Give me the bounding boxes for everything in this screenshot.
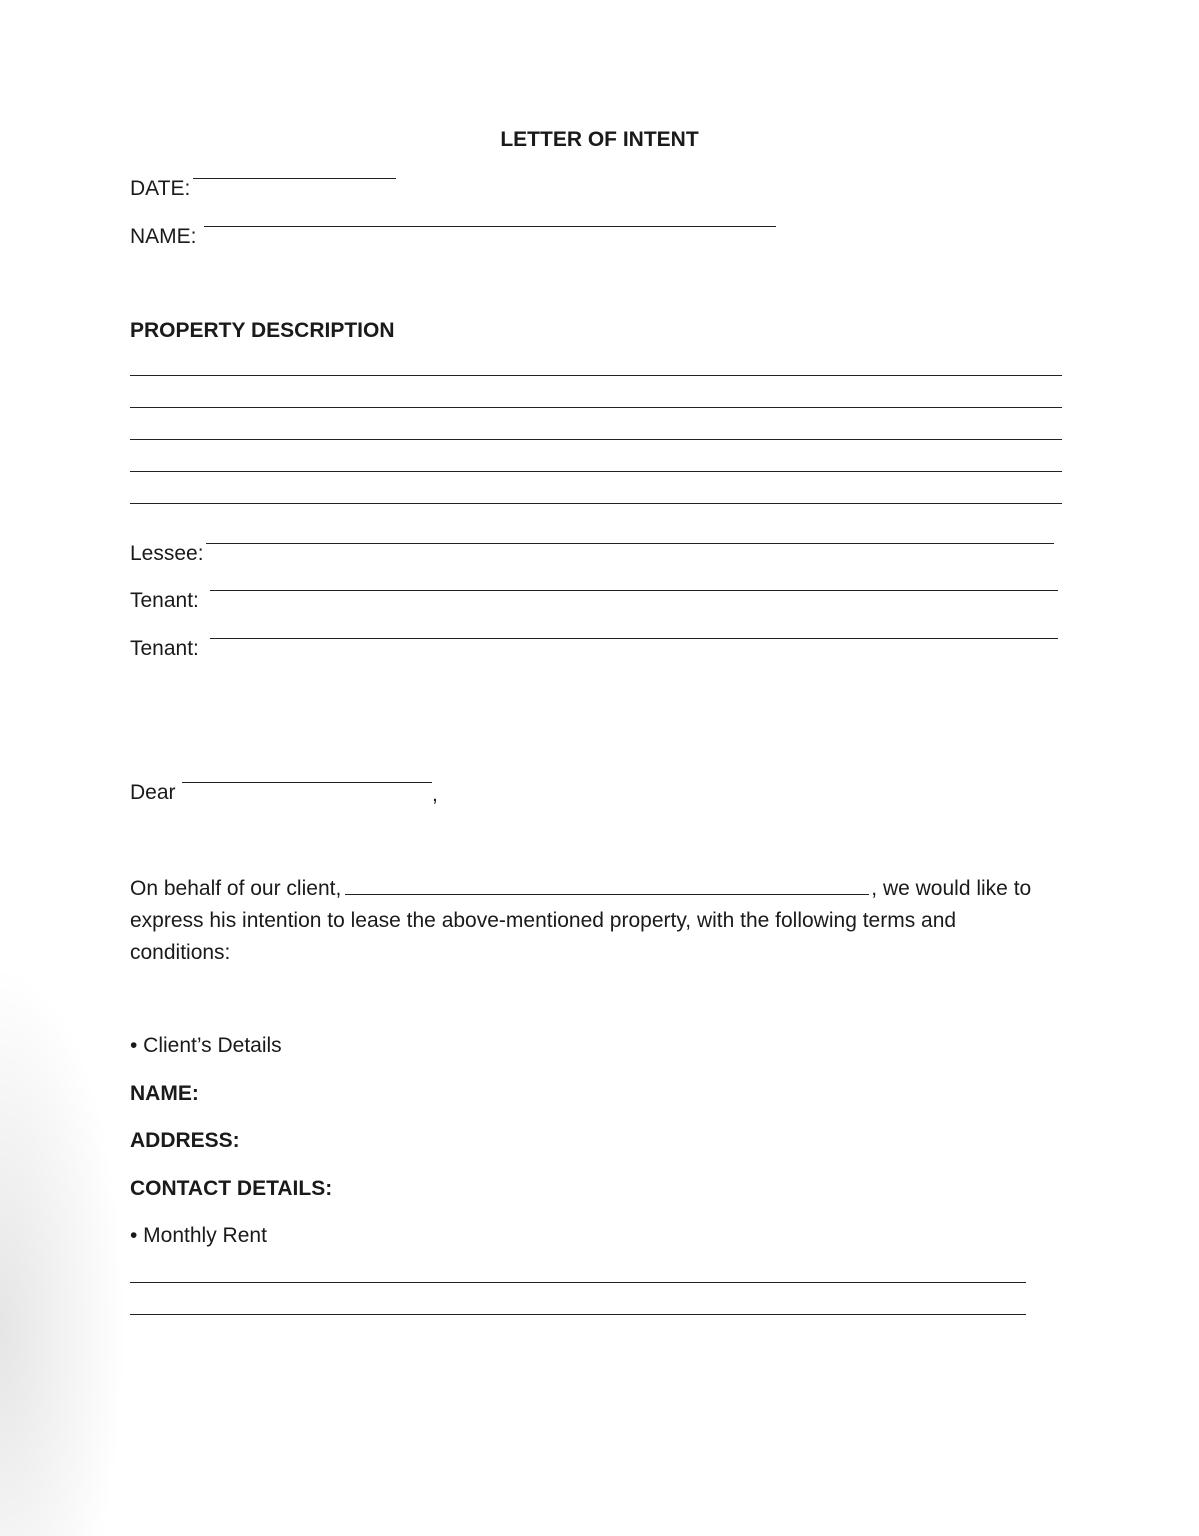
name-label: NAME: — [130, 225, 197, 248]
monthly-rent-bullet: • Monthly Rent — [130, 1224, 267, 1247]
client-contact-details-label: CONTACT DETAILS: — [130, 1177, 333, 1200]
property-description-line-4[interactable] — [130, 471, 1062, 472]
client-address-label: ADDRESS: — [130, 1129, 240, 1152]
paragraph-line-1 — [130, 873, 1060, 905]
paragraph-suffix: , we would like to — [871, 877, 1032, 900]
intent-paragraph — [130, 873, 1060, 969]
client-name-label: NAME: — [130, 1082, 199, 1105]
name-field[interactable] — [204, 226, 776, 227]
monthly-rent-line-1[interactable] — [130, 1282, 1026, 1283]
document-title: LETTER OF INTENT — [500, 128, 699, 151]
date-label: DATE: — [130, 177, 191, 200]
tenant-label-2: Tenant: — [130, 637, 199, 660]
client-details-bullet: • Client’s Details — [130, 1034, 282, 1057]
dear-comma: , — [432, 783, 438, 806]
lessee-label: Lessee: — [130, 542, 204, 565]
monthly-rent-line-2[interactable] — [130, 1314, 1026, 1315]
tenant-field-2[interactable] — [210, 638, 1058, 639]
client-name-inline-field[interactable] — [345, 874, 869, 895]
dear-name-field[interactable] — [182, 782, 432, 783]
paragraph-prefix: On behalf of our client, — [130, 877, 342, 900]
property-description-line-2[interactable] — [130, 407, 1062, 408]
tenant-field-1[interactable] — [210, 590, 1058, 591]
property-description-heading: PROPERTY DESCRIPTION — [130, 319, 395, 342]
property-description-line-5[interactable] — [130, 503, 1062, 504]
property-description-line-1[interactable] — [130, 375, 1062, 376]
tenant-label-1: Tenant: — [130, 589, 199, 612]
lessee-field[interactable] — [206, 543, 1054, 544]
dear-label: Dear — [130, 781, 176, 804]
paragraph-line-3: conditions: — [130, 941, 231, 964]
property-description-line-3[interactable] — [130, 439, 1062, 440]
paragraph-line-2: express his intention to lease the above-mentioned property, with the following terms and — [130, 909, 957, 932]
date-field[interactable] — [193, 178, 396, 179]
